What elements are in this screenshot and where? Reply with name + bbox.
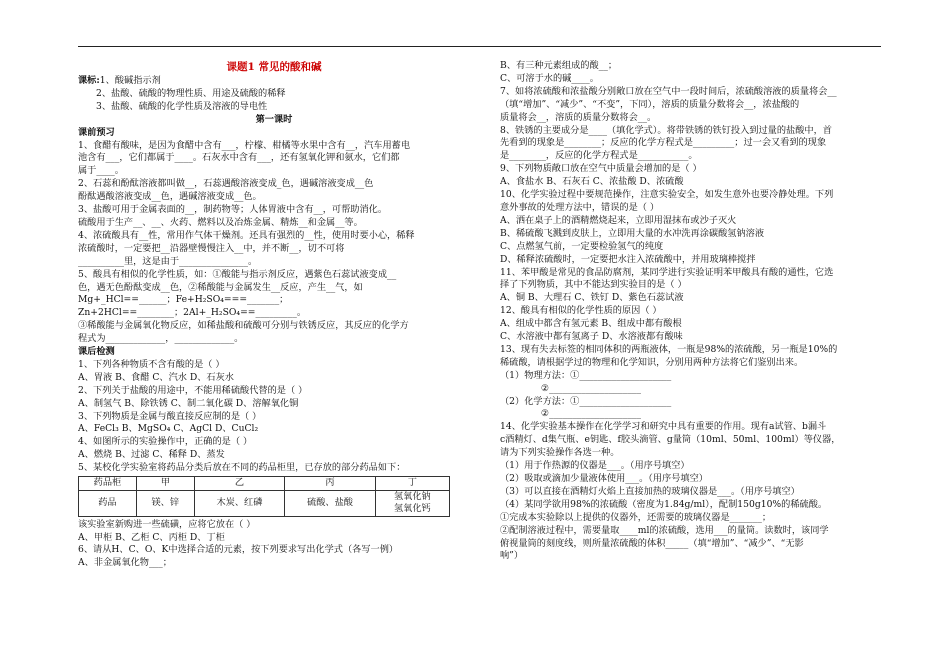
text-line: A、食盐水 B、石灰石 C、浓盐酸 D、浓硫酸 (500, 176, 684, 188)
text-line: ①完成本实验除以上提供的仪器外，还需要的玻璃仪器是_______； (500, 511, 772, 523)
table-cell: 药品 (79, 490, 137, 516)
check-questions (78, 359, 470, 475)
text-line: 色，遇无色酚酞变成__色，②稀酸能与金属发生__反应，产生__气，如 (78, 281, 363, 293)
text-line: A、制氢气 B、除铁锈 C、制二氧化碳 D、溶解氧化铜 (78, 397, 299, 409)
table-header-cell: 甲 (136, 477, 194, 491)
text-line: 稀硫酸，请根据学过的物理和化学知识，分别用两种方法将它们鉴别出来。 (500, 356, 804, 368)
text-line: 是________，反应的化学方程式是___________。 (500, 150, 698, 162)
table-cell: 木炭、红磷 (194, 490, 285, 516)
text-line: 8、铁锈的主要成分是____（填化学式）。将带铁锈的铁钉投入到过量的盐酸中，首 (500, 124, 832, 136)
table-cell: 镁、锌 (136, 490, 194, 516)
text-line: B、稀硫酸飞溅到皮肤上，立即用大量的水冲洗再涂碳酸氢钠溶液 (500, 227, 765, 239)
lesson-heading: 第一课时 (255, 113, 293, 125)
table-header-cell: 乙 (194, 477, 285, 491)
text-line: 13、现有失去标签的相同体积的两瓶液体，一瓶是98%的浓硫酸，另一瓶是10%的 (500, 343, 838, 355)
text-line: A、组成中都含有氢元素 B、组成中都有酸根 (500, 318, 682, 330)
left-column (78, 60, 470, 570)
text-line: A、甲柜 B、乙柜 C、丙柜 D、丁柜 (78, 531, 225, 543)
text-line: 先看到的现象是________；反应的化学方程式是_________；过一会又看到的现象 (500, 137, 827, 149)
page-title: 课题1 常见的酸和碱 (226, 61, 322, 73)
preview-questions (78, 140, 470, 347)
text-line: 5、某校化学实验室将药品分类后放在不同的药品柜里，已存放的部分药品如下： (78, 462, 406, 474)
text-line: （4）某同学欲用98%的浓硫酸（密度为1.84g/ml），配制150g10%的稀硫酸。 (500, 498, 828, 510)
table-cell: 硫酸、盐酸 (285, 490, 376, 516)
text-line: 该实验室新购进一些硫磺，应将它放在（ ） (78, 518, 256, 530)
text-line: 4、浓硫酸具有__性，常用作气体干燥剂。还具有强烈的__性，使用时要小心，稀释 (78, 229, 415, 241)
text-line: 10、化学实验过程中要规范操作，注意实验安全，如发生意外也要冷静处理。下列 (500, 189, 834, 201)
text-line: 择了下列物质，其中不能达到实验目的是（ ） (500, 279, 687, 291)
text-line: Mg+_HCl==______；Fe+H₂SO₄===_______； (78, 294, 289, 306)
text-line: 俯视量筒的刻度线，则所量浓硫酸的体积_____（填“增加”、“减少”、“无影 (500, 537, 804, 549)
right-column (500, 60, 886, 563)
preview-heading: 课前预习 (78, 126, 115, 138)
standards-line-1: 课标:1、酸碱指示剂 (78, 75, 161, 86)
text-line: A、胃液 B、食醋 C、汽水 D、石灰水 (78, 371, 234, 383)
text-line: （2）化学方法：①____________________ (500, 395, 672, 407)
text-line: A、铜 B、大理石 C、铁钉 D、紫色石蕊试液 (500, 292, 684, 304)
text-line: 4、如图所示的实验操作中，正确的是（ ） (78, 436, 253, 448)
text-line: A、洒在桌子上的酒精燃烧起来，立即用湿抹布或沙子灭火 (500, 214, 737, 226)
text-line: C、可溶于水的碱____。 (500, 72, 599, 84)
text-line: 质量将会__，溶质的质量分数将会__。 (500, 111, 657, 123)
medicine-cabinet-table (78, 476, 450, 517)
text-line: 1、下列各种物质不含有酸的是（ ） (78, 358, 225, 370)
table-header-cell: 丙 (285, 477, 376, 491)
text-line: C、点燃氢气前，一定要检验氢气的纯度 (500, 240, 664, 252)
text-line: 6、请从H、C、O、K中选择合适的元素，按下列要求写出化学式（各写一例） (78, 544, 399, 556)
text-line: 3、下列物质是金属与酸直接反应制的是（ ） (78, 410, 262, 422)
text-line: 2、石蕊和酚酞溶液都叫做__，石蕊遇酸溶液变成_色，遇碱溶液变成__色 (78, 178, 374, 190)
right-question-lines (500, 60, 886, 563)
text-line: 14、化学实验基本操作在化学学习和研究中具有重要的作用。现有a试管、b漏斗 (500, 421, 827, 433)
text-line: （1）用于作热源的仪器是___。（用序号填空） (500, 460, 690, 472)
text-line: 酚酞遇酸溶液变成__色，遇碱溶液变成__色。 (78, 191, 262, 203)
text-line: （3）可以直接在酒精灯火焰上直接加热的玻璃仪器是___。（用序号填空） (500, 485, 800, 497)
check-heading: 课后检测 (78, 346, 115, 358)
text-line: （2）吸取或滴加少量液体使用___。（用序号填空） (500, 473, 708, 484)
text-line: 硫酸用于生产__、__、火药、燃料以及冶炼金属、精炼__和金属__等。 (78, 216, 363, 228)
text-line: 意外事故的处理方法中，错误的是（ ） (500, 201, 660, 213)
text-line: （1）物理方法：①____________________ (500, 369, 672, 381)
table-cell: 氢氧化钠 氢氧化钙 (375, 490, 449, 516)
text-line: __________里，这是由于_______________。 (78, 255, 258, 267)
table-row (79, 490, 450, 516)
text-line: 12、酸具有相似的化学性质的原因（ ） (500, 305, 662, 317)
text-line: 程式为_____________，_____________。 (78, 333, 244, 345)
text-line: 11、苯甲酸是常见的食品防腐剂，某同学进行实验证明苯甲酸具有酸的通性，它选 (500, 266, 834, 278)
text-line: 3、盐酸可用于金属表面的__，制药物等；人体胃液中含有__，可帮助消化。 (78, 204, 388, 216)
text-line: 5、酸具有相似的化学性质，如：①酸能与指示剂反应，遇紫色石蕊试液变成__ (78, 268, 397, 280)
text-line: B、有三种元素组成的酸__； (500, 60, 618, 71)
table-row (79, 477, 450, 491)
text-line: 7、如将浓硫酸和浓盐酸分别敞口放在空气中一段时间后，浓硫酸溶液的质量将会__ (500, 85, 837, 97)
text-line: （填“增加”、“减少”、“不变”，下同），溶质的质量分数将会__，浓盐酸的 (500, 98, 800, 110)
text-line: ③稀酸能与金属氧化物反应，如稀盐酸和硫酸可分别与铁锈反应，其反应的化学方 (78, 320, 409, 332)
text-line: 属于____。 (78, 165, 124, 177)
text-line: ②____________________ (500, 408, 641, 420)
table-header-cell: 药品柜 (79, 477, 137, 491)
text-line: A、燃烧 B、过滤 C、稀释 D、蒸发 (78, 449, 225, 461)
text-line: 请为下列实验操作各选一种。 (500, 447, 620, 459)
header-rule (78, 46, 881, 47)
text-line: 浓硫酸时，一定要把__沿器壁慢慢注入__中，并不断__，切不可将 (78, 242, 345, 254)
text-line: 1、食醋有酸味，是因为食醋中含有___，柠檬、柑橘等水果中含有__，汽车用蓄电 (78, 139, 411, 151)
text-line: ②____________________ (500, 382, 641, 394)
text-line: 池含有___，它们都属于____。石灰水中含有___，还有氢氧化钾和氨水，它们都 (78, 152, 400, 164)
text-line: A、非金属氧化物___； (78, 557, 172, 569)
text-line: A、FeCl₃ B、MgSO₄ C、AgCl D、CuCl₂ (78, 423, 259, 435)
text-line: D、稀释浓硫酸时，一定要把水注入浓硫酸中，并用玻璃棒搅拌 (500, 253, 756, 265)
text-line: 9、下列物质敞口放在空气中质量会增加的是（ ） (500, 163, 702, 175)
text-line: ②配制溶液过程中，需要量取____ml的浓硫酸，选用___的量筒。读数时，该同学 (500, 524, 829, 536)
after-table-lines (78, 519, 470, 571)
table-header-cell: 丁 (375, 477, 449, 491)
text-line: Zn+2HCl==________；2Al+_H₂SO₄==_________。 (78, 307, 307, 319)
standards-line-3: 3、盐酸、硫酸的化学性质及溶液的导电性 (96, 100, 268, 112)
text-line: 2、下列关于盐酸的用途中，不能用稀硫酸代替的是（ ） (78, 384, 308, 396)
standards-line-2: 2、盐酸、硫酸的物理性质、用途及硫酸的稀释 (96, 87, 286, 99)
text-line: 响”） (500, 550, 524, 562)
text-line: c酒精灯、d集气瓶、e钥匙、f胶头滴管、g量筒（10ml、50ml、100ml）等仪器， (500, 434, 841, 446)
text-line: C、水溶液中都有氢离子 D、水溶液都有酸味 (500, 331, 683, 343)
